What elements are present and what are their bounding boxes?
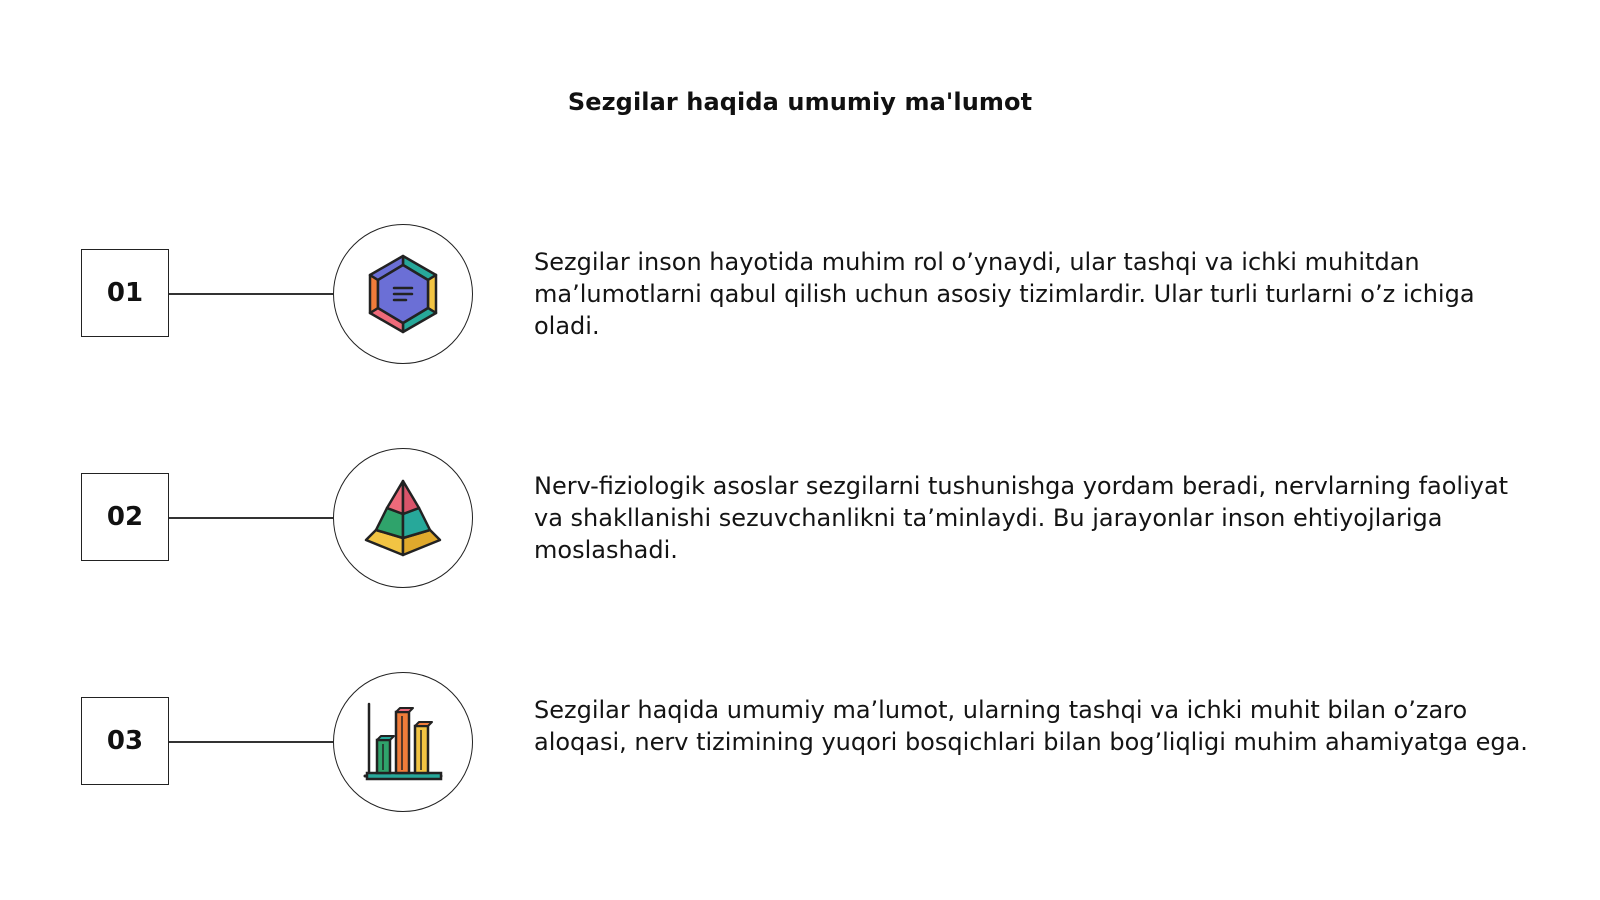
icon-circle [333,672,473,812]
step-description: Sezgilar haqida umumiy ma’lumot, ularning tashqi va ichki muhit bilan o’zaro aloqasi, nerv tizimining yuqori bosqichlari bilan bog’liqligi muhim ahamiyatga ega. [534,696,1528,756]
connector-line [169,741,333,743]
step-row-2 [0,448,1600,588]
step-number-box: 01 [81,249,169,337]
step-number-box: 02 [81,473,169,561]
connector-line [169,517,333,519]
icon-circle [333,448,473,588]
step-number-box: 03 [81,697,169,785]
connector-line [169,293,333,295]
step-row-3 [0,672,1600,812]
step-description: Sezgilar inson hayotida muhim rol o’ynaydi, ular tashqi va ichki muhitdan ma’lumotlarni qabul qilish uchun asosiy tizimlardir. Ular turli turlarni o’z ichiga oladi. [534,248,1475,340]
step-row-1 [0,224,1600,364]
pyramid-icon [362,478,444,558]
hexagon-list-icon [366,254,440,334]
page-title: Sezgilar haqida umumiy ma'lumot [567,88,1033,116]
bar-chart-icon [361,700,445,784]
step-description: Nerv-fiziologik asoslar sezgilarni tushunishga yordam beradi, nervlarning faoliyat va shakllanishi sezuvchanlikni ta’minlaydi. Bu jarayonlar inson ehtiyojlariga moslashadi. [534,472,1509,564]
icon-circle [333,224,473,364]
